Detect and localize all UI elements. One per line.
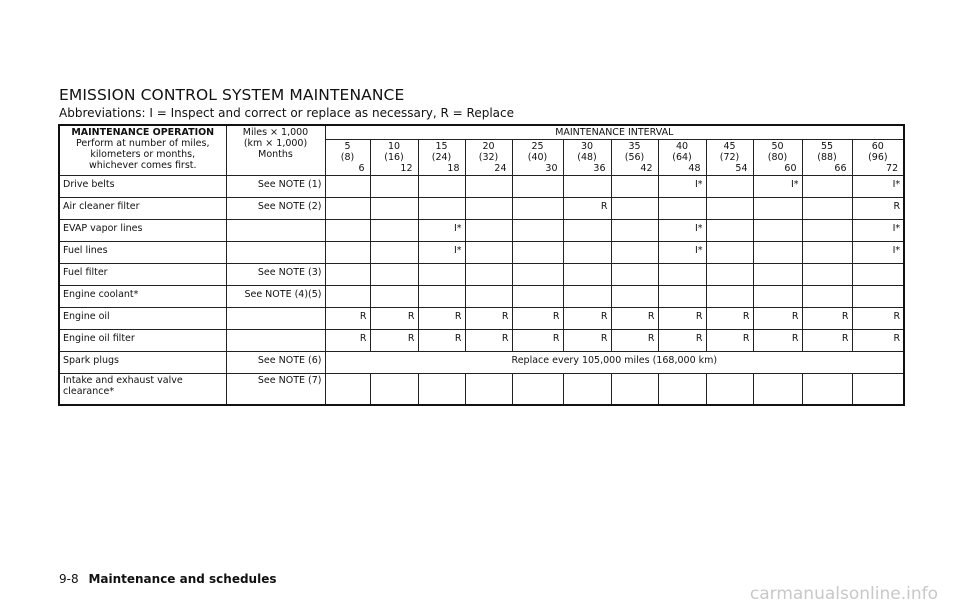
operation-cell: Spark plugs <box>59 352 226 374</box>
interval-cell <box>658 374 706 406</box>
interval-col-header: 40 (64) 48 <box>658 140 706 176</box>
operation-cell: Fuel lines <box>59 242 226 264</box>
table-row <box>59 264 904 286</box>
operation-cell: Engine oil filter <box>59 330 226 352</box>
interval-cell <box>418 176 465 198</box>
interval-cell <box>370 374 418 406</box>
interval-cell: R <box>852 198 904 220</box>
interval-cell <box>512 264 563 286</box>
interval-col-header: 35 (56) 42 <box>611 140 658 176</box>
interval-cell <box>418 198 465 220</box>
replace-interval-cell: Replace every 105,000 miles (168,000 km) <box>325 352 904 374</box>
interval-cell <box>658 286 706 308</box>
interval-col-header: 15 (24) 18 <box>418 140 465 176</box>
interval-cell <box>611 374 658 406</box>
interval-col-header: 45 (72) 54 <box>706 140 753 176</box>
interval-cell <box>370 286 418 308</box>
operation-cell: EVAP vapor lines <box>59 220 226 242</box>
interval-cell <box>802 242 852 264</box>
abbreviations-note: Abbreviations: I = Inspect and correct or replace as necessary, R = Replace <box>59 106 514 120</box>
interval-cell: I* <box>753 176 802 198</box>
note-cell <box>226 220 325 242</box>
operation-cell: Engine oil <box>59 308 226 330</box>
note-cell <box>226 330 325 352</box>
interval-cell: R <box>325 308 370 330</box>
interval-cell: R <box>852 308 904 330</box>
interval-cell <box>465 264 512 286</box>
interval-cell <box>611 176 658 198</box>
interval-col-header: 55 (88) 66 <box>802 140 852 176</box>
interval-cell <box>418 286 465 308</box>
interval-cell <box>325 286 370 308</box>
miles-header: Miles × 1,000 (km × 1,000) Months <box>226 125 325 176</box>
interval-cell <box>753 220 802 242</box>
interval-cell: R <box>852 330 904 352</box>
interval-cell: I* <box>418 220 465 242</box>
note-cell: See NOTE (1) <box>226 176 325 198</box>
note-cell <box>226 308 325 330</box>
interval-cell <box>852 264 904 286</box>
interval-cell <box>465 286 512 308</box>
interval-cell <box>325 242 370 264</box>
interval-cell: R <box>563 308 611 330</box>
interval-cell <box>370 220 418 242</box>
interval-cell: R <box>802 308 852 330</box>
table-row <box>59 176 904 198</box>
interval-col-header: 20 (32) 24 <box>465 140 512 176</box>
interval-cell <box>802 264 852 286</box>
interval-cell <box>611 220 658 242</box>
page-title: EMISSION CONTROL SYSTEM MAINTENANCE <box>59 86 405 104</box>
interval-cell <box>465 374 512 406</box>
interval-cell <box>370 176 418 198</box>
interval-cell <box>611 264 658 286</box>
interval-cell <box>753 264 802 286</box>
interval-cell: I* <box>658 220 706 242</box>
interval-cell <box>325 264 370 286</box>
table-row <box>59 308 904 330</box>
interval-cell: I* <box>852 176 904 198</box>
interval-cell: R <box>465 308 512 330</box>
interval-cell: R <box>418 330 465 352</box>
interval-cell: R <box>611 308 658 330</box>
interval-cell <box>563 242 611 264</box>
interval-cell: I* <box>658 242 706 264</box>
interval-cell: I* <box>852 220 904 242</box>
interval-cell <box>706 198 753 220</box>
interval-cell: R <box>465 330 512 352</box>
interval-cell <box>512 374 563 406</box>
interval-cell <box>563 264 611 286</box>
interval-cell <box>706 242 753 264</box>
note-cell: See NOTE (7) <box>226 374 325 406</box>
interval-cell: R <box>512 308 563 330</box>
interval-cell <box>753 374 802 406</box>
interval-cell <box>418 374 465 406</box>
interval-cell <box>611 286 658 308</box>
interval-cell <box>802 198 852 220</box>
interval-cell <box>370 198 418 220</box>
interval-cell: R <box>418 308 465 330</box>
interval-cell <box>852 374 904 406</box>
interval-cell <box>802 286 852 308</box>
interval-cell: R <box>512 330 563 352</box>
interval-cell <box>512 198 563 220</box>
operation-cell: Intake and exhaust valve clearance* <box>59 374 226 406</box>
interval-cell <box>563 220 611 242</box>
interval-cell <box>465 198 512 220</box>
interval-cell: R <box>706 308 753 330</box>
interval-col-header: 25 (40) 30 <box>512 140 563 176</box>
interval-cell <box>802 220 852 242</box>
interval-cell <box>658 264 706 286</box>
interval-cell: R <box>325 330 370 352</box>
watermark: carmanualsonline.info <box>749 584 938 604</box>
interval-cell: R <box>611 330 658 352</box>
interval-cell <box>563 374 611 406</box>
interval-cell <box>852 286 904 308</box>
interval-cell: R <box>658 330 706 352</box>
interval-cell <box>658 198 706 220</box>
interval-cell: R <box>563 330 611 352</box>
page-number: 9-8 <box>59 572 79 586</box>
note-cell: See NOTE (2) <box>226 198 325 220</box>
interval-header: MAINTENANCE INTERVAL <box>325 125 904 140</box>
table-row <box>59 286 904 308</box>
interval-cell <box>563 176 611 198</box>
interval-col-header: 10 (16) 12 <box>370 140 418 176</box>
interval-cell: R <box>802 330 852 352</box>
interval-cell <box>706 220 753 242</box>
interval-cell <box>325 198 370 220</box>
interval-cell <box>465 242 512 264</box>
interval-cell: R <box>370 330 418 352</box>
section-name: Maintenance and schedules <box>88 572 277 586</box>
operation-header: MAINTENANCE OPERATION Perform at number of miles, kilometers or months, whichever comes first. <box>59 125 226 176</box>
interval-cell <box>325 176 370 198</box>
note-cell: See NOTE (4)(5) <box>226 286 325 308</box>
interval-cell: R <box>658 308 706 330</box>
operation-cell: Air cleaner filter <box>59 198 226 220</box>
interval-cell <box>512 242 563 264</box>
interval-cell: I* <box>418 242 465 264</box>
operation-cell: Drive belts <box>59 176 226 198</box>
interval-cell <box>465 220 512 242</box>
interval-cell <box>325 374 370 406</box>
table-row <box>59 352 904 374</box>
maintenance-table <box>58 124 905 406</box>
page-footer <box>59 572 277 586</box>
interval-cell: R <box>753 308 802 330</box>
interval-cell: I* <box>852 242 904 264</box>
interval-cell <box>563 286 611 308</box>
table-body <box>59 176 904 406</box>
interval-col-header: 30 (48) 36 <box>563 140 611 176</box>
interval-cell <box>611 242 658 264</box>
interval-cell: I* <box>658 176 706 198</box>
interval-cell <box>512 286 563 308</box>
interval-cell <box>753 286 802 308</box>
interval-cell <box>370 264 418 286</box>
table-row <box>59 220 904 242</box>
interval-cell <box>611 198 658 220</box>
table-row <box>59 198 904 220</box>
interval-cell <box>706 286 753 308</box>
interval-col-header: 50 (80) 60 <box>753 140 802 176</box>
interval-cell: R <box>563 198 611 220</box>
interval-cell: R <box>370 308 418 330</box>
note-cell <box>226 242 325 264</box>
note-cell: See NOTE (6) <box>226 352 325 374</box>
table-row <box>59 374 904 406</box>
table-row <box>59 242 904 264</box>
interval-cell <box>418 264 465 286</box>
interval-cell: R <box>753 330 802 352</box>
interval-cell <box>325 220 370 242</box>
interval-col-header: 5 (8) 6 <box>325 140 370 176</box>
interval-cell: R <box>706 330 753 352</box>
interval-cell <box>706 176 753 198</box>
interval-cell <box>512 176 563 198</box>
interval-cell <box>802 374 852 406</box>
operation-cell: Engine coolant* <box>59 286 226 308</box>
operation-cell: Fuel filter <box>59 264 226 286</box>
interval-cell <box>753 242 802 264</box>
interval-cell <box>465 176 512 198</box>
interval-cell <box>370 242 418 264</box>
table-row <box>59 330 904 352</box>
interval-cell <box>802 176 852 198</box>
interval-col-header: 60 (96) 72 <box>852 140 904 176</box>
interval-cell <box>706 264 753 286</box>
interval-cell <box>512 220 563 242</box>
note-cell: See NOTE (3) <box>226 264 325 286</box>
interval-cell <box>706 374 753 406</box>
interval-cell <box>753 198 802 220</box>
